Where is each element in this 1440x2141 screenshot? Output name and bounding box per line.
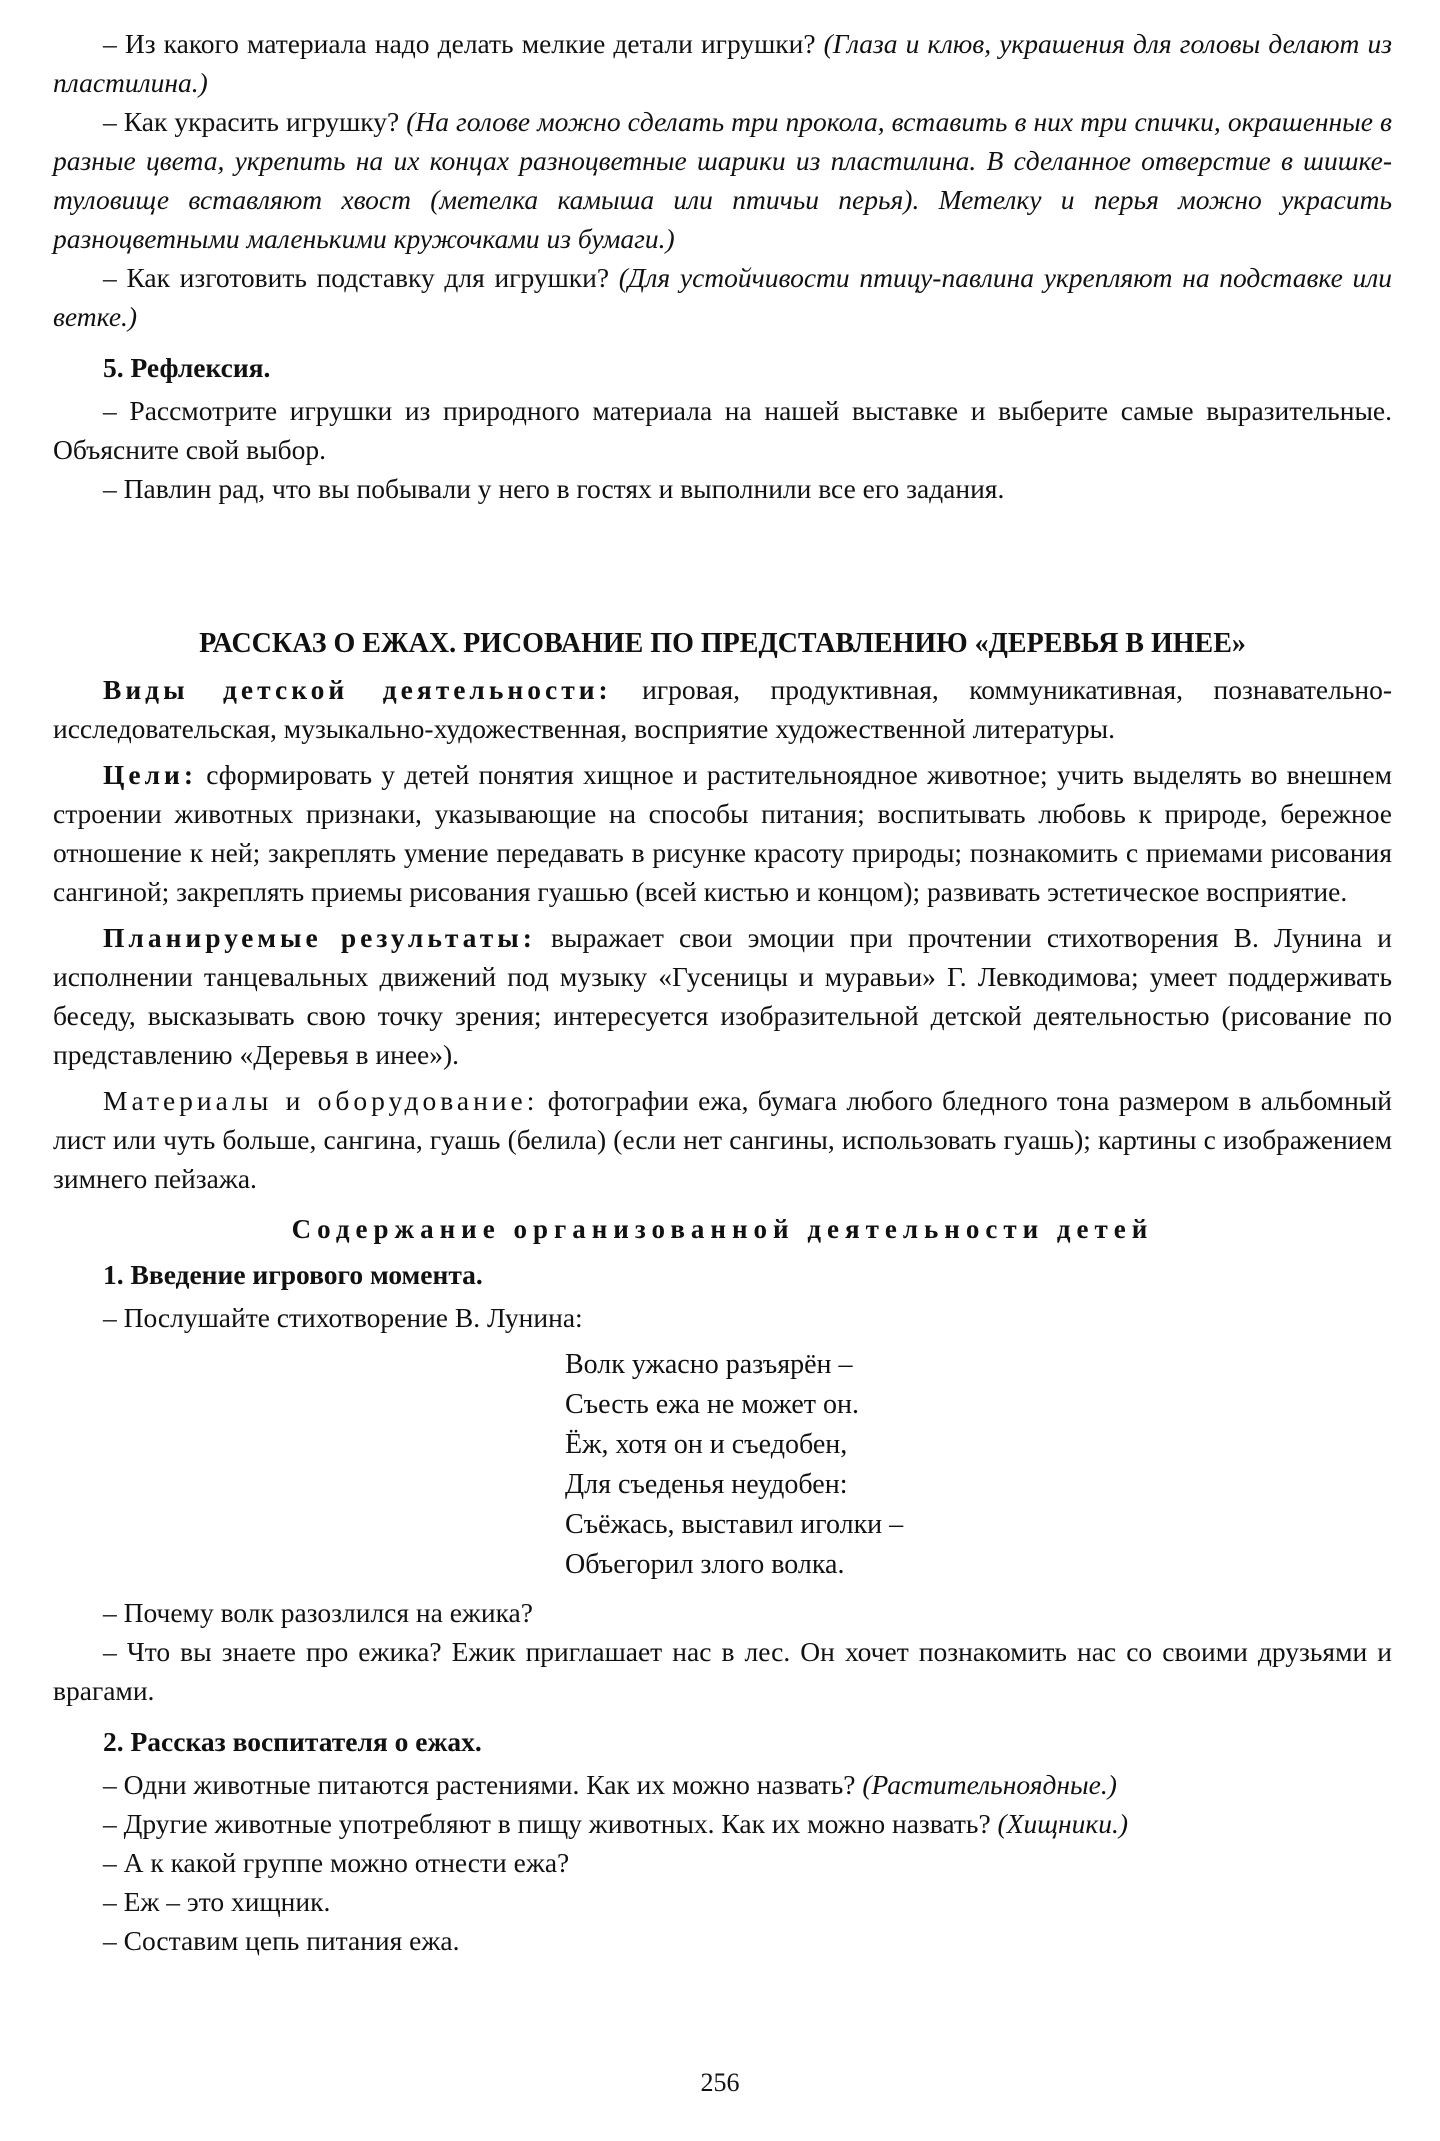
paragraph-question-stand <box>53 258 1392 336</box>
answer-text: (Для устойчивости птицу-павлина укрепляют на подставке или ветке.) <box>53 262 1392 332</box>
poem <box>565 1345 1392 1585</box>
paragraph-kinds <box>53 670 1392 748</box>
reflection-line: – Павлин рад, что вы побывали у него в гостях и выполнили все его задания. <box>103 473 1005 504</box>
poem-line: Ёж, хотя он и съедобен, <box>565 1429 848 1460</box>
kinds-text: игровая, продуктивная, коммуникативная, познавательно-исследовательская, музыкально-художественная, восприятие художественной литературы. <box>53 674 1392 744</box>
dialog-line <box>53 1765 1392 1804</box>
poem-line: Объегорил злого волка. <box>565 1549 845 1580</box>
paragraph-results <box>53 918 1392 1074</box>
question-text: – Как украсить игрушку? <box>103 106 407 137</box>
label-goals: Цели: <box>103 759 198 790</box>
answer-text: (На голове можно сделать три прокола, вставить в них три спички, окрашенные в разные цвета, укрепить на их концах разноцветные шарики из пластилина. В сделанное отверстие в шишке-туловище вставляют хвост (метелка камыша или птичьи перья). Метелку и перья можно украсить разноцветными маленькими кружочками из бумаги.) <box>53 106 1392 254</box>
label-materials: Материалы и оборудование: <box>103 1085 539 1116</box>
question-text: – Одни животные питаются растениями. Как их можно назвать? <box>103 1769 863 1800</box>
dialog-line: – Еж – это хищник. <box>103 1886 331 1917</box>
question-text: – Как изготовить подставку для игрушки? <box>103 262 619 293</box>
reflection-line: – Рассмотрите игрушки из природного материала на нашей выставке и выберите самые выразительные. Объясните свой выбор. <box>53 395 1392 465</box>
paragraph-question-decorate <box>53 102 1392 258</box>
paragraph-materials <box>53 1081 1392 1198</box>
step2-heading: 2. Рассказ воспитателя о ежах. <box>103 1726 482 1757</box>
spacer <box>53 508 1392 618</box>
content-subtitle: Содержание организованной деятельности детей <box>291 1214 1154 1244</box>
answer-text: (Растительноядные.) <box>862 1769 1117 1800</box>
goals-text: сформировать у детей понятия хищное и растительноядное животное; учить выделять во внешнем строении животных признаки, указывающие на способы питания; воспитывать любовь к природе, бережное отношение к ней; закреплять умение передавать в рисунке красоту природы; познакомить с приемами рисования сангиной; закреплять приемы рисования гуашью (всей кистью и концом); развивать эстетическое восприятие. <box>53 759 1392 907</box>
paragraph-goals <box>53 755 1392 911</box>
poem-line: Для съеденья неудобен: <box>565 1469 848 1500</box>
lesson-title: РАССКАЗ О ЕЖАХ. РИСОВАНИЕ ПО ПРЕДСТАВЛЕНИЮ «ДЕРЕВЬЯ В ИНЕЕ» <box>199 628 1246 659</box>
step1-heading: 1. Введение игрового момента. <box>103 1259 483 1290</box>
materials-text: фотографии ежа, бумага любого бледного тона размером в альбомный лист или чуть больше, сангина, гуашь (белила) (если нет сангины, использовать гуашь); картины с изображением зимнего пейзажа. <box>53 1085 1392 1194</box>
question-line: – Что вы знаете про ежика? Ежик приглашает нас в лес. Он хочет познакомить нас со своими друзьями и врагами. <box>53 1636 1392 1706</box>
question-line: – Почему волк разозлился на ежика? <box>103 1597 533 1628</box>
question-text: – Другие животные употребляют в пищу животных. Как их можно назвать? <box>103 1808 998 1839</box>
answer-text: (Хищники.) <box>997 1808 1129 1839</box>
poem-line: Волк ужасно разъярён – <box>565 1349 853 1380</box>
section-heading-reflection: 5. Рефлексия. <box>103 352 271 383</box>
answer-text: (Глаза и клюв, украшения для головы делают из пластилина.) <box>53 28 1392 98</box>
paragraph-question-material <box>53 24 1392 102</box>
results-text: выражает свои эмоции при прочтении стихотворения В. Лунина и исполнении танцевальных движений под музыку «Гусеницы и муравьи» Г. Левкодимова; умеет поддерживать беседу, высказывать свою точку зрения; интересуется изобразительной детской деятельностью (рисование по представлению «Деревья в инее»). <box>53 922 1392 1070</box>
page-number: 256 <box>700 2068 740 2097</box>
label-kinds: Виды детской деятельности: <box>103 674 612 705</box>
poem-line: Съёжась, выставил иголки – <box>565 1509 904 1540</box>
question-text: – Из какого материала надо делать мелкие детали игрушки? <box>103 28 824 59</box>
poem-line: Съесть ежа не может он. <box>565 1389 859 1420</box>
dialog-line: – Составим цепь питания ежа. <box>103 1925 460 1956</box>
dialog-line <box>53 1804 1392 1843</box>
label-results: Планируемые результаты: <box>103 922 536 953</box>
dialog-line: – А к какой группе можно отнести ежа? <box>103 1847 570 1878</box>
step1-intro: – Послушайте стихотворение В. Лунина: <box>103 1302 583 1333</box>
